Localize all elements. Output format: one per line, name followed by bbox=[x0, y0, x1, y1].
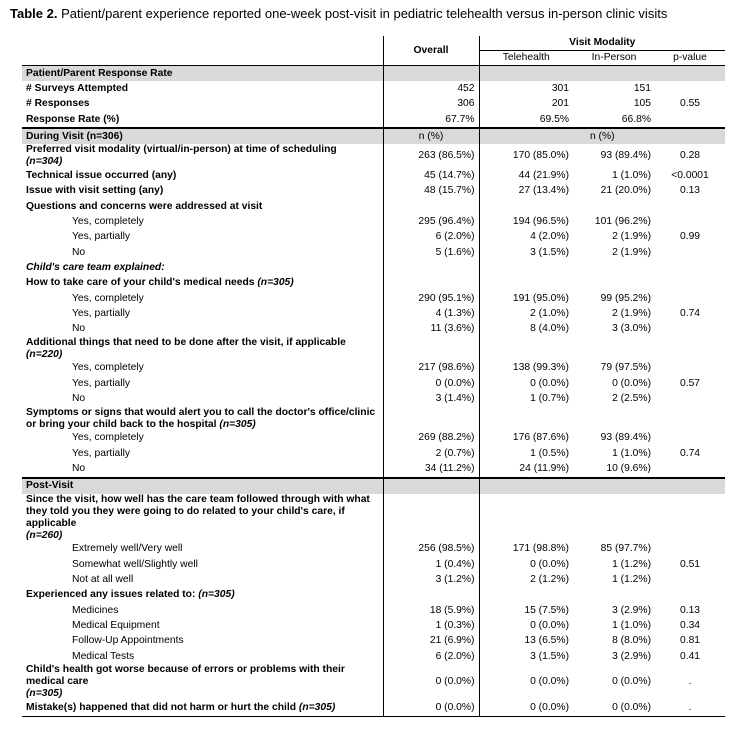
row-label-cell bbox=[22, 700, 383, 716]
row-label-cell bbox=[22, 291, 383, 306]
in-person-value: 2 (1.9%) bbox=[612, 246, 651, 258]
telehealth-value: 3 (1.5%) bbox=[479, 649, 573, 664]
section-modality-unit bbox=[479, 478, 725, 494]
overall-value: 3 (1.2%) bbox=[383, 572, 479, 587]
telehealth-value: 2 (1.2%) bbox=[479, 572, 573, 587]
row-label: Technical issue occurred (any) bbox=[26, 170, 177, 182]
overall-value bbox=[383, 337, 479, 361]
row-label: Yes, completely bbox=[72, 362, 144, 374]
row-label-cell bbox=[22, 97, 383, 112]
section-overall-unit bbox=[383, 66, 479, 82]
p-value bbox=[655, 276, 725, 291]
table-row bbox=[22, 361, 725, 376]
row-label: Extremely well/Very well bbox=[72, 543, 183, 555]
telehealth-value: 170 (85.0%) bbox=[479, 144, 573, 168]
telehealth-value: 171 (98.8%) bbox=[479, 542, 573, 557]
row-label: No bbox=[72, 246, 86, 258]
row-label: Yes, partially bbox=[72, 447, 131, 459]
in-person-value: 0 (0.0%) bbox=[573, 700, 655, 716]
overall-value: 0 (0.0%) bbox=[383, 664, 479, 700]
row-label: No bbox=[72, 323, 86, 335]
telehealth-value bbox=[479, 337, 573, 361]
table-row bbox=[22, 542, 725, 557]
table-row bbox=[22, 260, 725, 275]
telehealth-value: 0 (0.0%) bbox=[479, 664, 573, 700]
table-row bbox=[22, 664, 725, 700]
telehealth-value: 27 (13.4%) bbox=[479, 184, 573, 199]
row-label: Yes, partially bbox=[72, 307, 131, 319]
telehealth-value: 0 (0.0%) bbox=[479, 376, 573, 391]
section-overall-unit: n (%) bbox=[383, 128, 479, 144]
overall-value: 6 (2.0%) bbox=[383, 649, 479, 664]
in-person-value: 1 (1.0%) bbox=[612, 170, 651, 182]
overall-value: 0 (0.0%) bbox=[383, 700, 479, 716]
row-label-cell bbox=[22, 603, 383, 618]
p-value bbox=[655, 291, 725, 306]
row-label: Yes, partially bbox=[72, 231, 131, 243]
row-label: No bbox=[72, 392, 86, 404]
in-person-value: 2 (2.5%) bbox=[612, 392, 651, 404]
row-label: Child's care team explained: bbox=[26, 261, 165, 273]
table-row bbox=[22, 649, 725, 664]
overall-value: 45 (14.7%) bbox=[383, 168, 479, 183]
p-value: 0.81 bbox=[679, 635, 701, 647]
in-person-value: 21 (20.0%) bbox=[600, 185, 651, 197]
row-label-cell bbox=[22, 230, 383, 245]
row-label-cell bbox=[22, 461, 383, 477]
in-person-value bbox=[573, 276, 655, 291]
table-row bbox=[22, 588, 725, 603]
row-label-cell bbox=[22, 391, 383, 406]
table-row bbox=[22, 214, 725, 229]
header-row-2 bbox=[22, 51, 725, 66]
table-row bbox=[22, 144, 725, 168]
overall-value bbox=[383, 276, 479, 291]
telehealth-value: 2 (1.0%) bbox=[479, 306, 573, 321]
overall-value: 67.7% bbox=[383, 112, 479, 128]
overall-value: 5 (1.6%) bbox=[383, 245, 479, 260]
table-row bbox=[22, 112, 725, 128]
table-row bbox=[22, 306, 725, 321]
in-person-value: 3 (2.9%) bbox=[612, 650, 651, 662]
row-label-cell bbox=[22, 542, 383, 557]
p-value bbox=[655, 588, 725, 603]
overall-value: 34 (11.2%) bbox=[383, 461, 479, 477]
in-person-value bbox=[573, 407, 655, 431]
row-label-cell bbox=[22, 618, 383, 633]
header-p-value: p-value bbox=[673, 52, 707, 63]
row-label: Medicines bbox=[72, 604, 119, 616]
overall-value: 269 (88.2%) bbox=[383, 431, 479, 446]
row-label-cell bbox=[22, 431, 383, 446]
in-person-value: 8 (8.0%) bbox=[612, 635, 651, 647]
row-note: (n=305) bbox=[198, 589, 235, 601]
row-label-cell bbox=[22, 306, 383, 321]
row-label: Questions and concerns were addressed at visit bbox=[26, 200, 263, 212]
p-value: 0.99 bbox=[679, 231, 701, 243]
row-label-cell bbox=[22, 214, 383, 229]
overall-value bbox=[383, 407, 479, 431]
section-label: During Visit (n=306) bbox=[22, 128, 383, 144]
row-label: Additional things that need to be done after the visit, if applicable bbox=[26, 336, 346, 348]
section-modality-unit: n (%) bbox=[479, 128, 725, 144]
table-row bbox=[22, 461, 725, 477]
telehealth-value: 0 (0.0%) bbox=[479, 618, 573, 633]
row-label: # Responses bbox=[26, 98, 90, 110]
row-label: Child's health got worse because of errors or problems with their medical care bbox=[26, 664, 345, 688]
header-telehealth: Telehealth bbox=[479, 51, 573, 66]
row-label: Medical Equipment bbox=[72, 619, 160, 631]
overall-value: 263 (86.5%) bbox=[383, 144, 479, 168]
overall-value: 306 bbox=[383, 97, 479, 112]
in-person-value: 10 (9.6%) bbox=[606, 462, 651, 474]
p-value bbox=[655, 81, 725, 96]
in-person-value: 93 (89.4%) bbox=[600, 150, 651, 162]
table-row bbox=[22, 700, 725, 716]
row-label: Response Rate (%) bbox=[26, 113, 120, 125]
p-value: . bbox=[688, 676, 692, 688]
table-row bbox=[22, 446, 725, 461]
table-row bbox=[22, 168, 725, 183]
overall-value: 18 (5.9%) bbox=[383, 603, 479, 618]
row-note: (n=305) bbox=[26, 688, 63, 700]
table-body bbox=[22, 36, 725, 716]
in-person-value: 0 (0.0%) bbox=[612, 377, 651, 389]
in-person-value: 2 (1.9%) bbox=[612, 231, 651, 243]
row-label-cell bbox=[22, 276, 383, 291]
p-value bbox=[655, 321, 725, 336]
in-person-value: 3 (3.0%) bbox=[612, 323, 651, 335]
overall-value: 1 (0.4%) bbox=[383, 557, 479, 572]
overall-value: 0 (0.0%) bbox=[383, 376, 479, 391]
row-label: Yes, completely bbox=[72, 292, 144, 304]
in-person-value: 101 (96.2%) bbox=[594, 216, 651, 228]
row-label: Issue with visit setting (any) bbox=[26, 185, 164, 197]
row-label-cell bbox=[22, 407, 383, 431]
in-person-value: 2 (1.9%) bbox=[612, 307, 651, 319]
p-value: . bbox=[655, 700, 725, 716]
row-label-cell bbox=[22, 649, 383, 664]
row-label: Yes, completely bbox=[72, 216, 144, 228]
row-label: Yes, partially bbox=[72, 377, 131, 389]
row-label-cell bbox=[22, 168, 383, 183]
row-note: (n=304) bbox=[26, 156, 63, 168]
telehealth-value: 4 (2.0%) bbox=[479, 230, 573, 245]
telehealth-value: 194 (96.5%) bbox=[479, 214, 573, 229]
p-value: 0.57 bbox=[679, 377, 701, 389]
p-value bbox=[655, 407, 725, 431]
telehealth-value: 176 (87.6%) bbox=[479, 431, 573, 446]
telehealth-value: 13 (6.5%) bbox=[479, 634, 573, 649]
overall-value: 4 (1.3%) bbox=[383, 306, 479, 321]
telehealth-value: 69.5% bbox=[479, 112, 573, 128]
p-value bbox=[655, 494, 725, 542]
header-blank bbox=[22, 36, 383, 51]
row-label: Not at all well bbox=[72, 574, 134, 586]
section-overall-unit bbox=[383, 478, 479, 494]
row-label: How to take care of your child's medical needs bbox=[26, 277, 255, 289]
overall-value: 295 (96.4%) bbox=[383, 214, 479, 229]
telehealth-value: 191 (95.0%) bbox=[479, 291, 573, 306]
row-label: Symptoms or signs that would alert you to call the doctor's office/clinic or bring your child back to the hospital bbox=[26, 406, 376, 430]
in-person-value bbox=[573, 260, 655, 275]
in-person-value: 99 (95.2%) bbox=[600, 292, 651, 304]
telehealth-value bbox=[479, 407, 573, 431]
header-in-person: In-Person bbox=[591, 52, 637, 63]
table-row bbox=[22, 184, 725, 199]
row-label-cell bbox=[22, 260, 383, 275]
p-value: 0.74 bbox=[679, 307, 701, 319]
table-row bbox=[22, 618, 725, 633]
table-row bbox=[22, 391, 725, 406]
row-label-cell bbox=[22, 634, 383, 649]
section-modality-unit bbox=[479, 66, 725, 82]
in-person-value: 151 bbox=[633, 82, 651, 94]
overall-value: 3 (1.4%) bbox=[383, 391, 479, 406]
table-row bbox=[22, 494, 725, 542]
p-value: 0.51 bbox=[679, 558, 701, 570]
table-row bbox=[22, 199, 725, 214]
telehealth-value: 201 bbox=[479, 97, 573, 112]
p-value bbox=[655, 461, 725, 477]
table-row bbox=[22, 321, 725, 336]
in-person-value bbox=[573, 588, 655, 603]
telehealth-value: 3 (1.5%) bbox=[479, 245, 573, 260]
overall-value: 217 (98.6%) bbox=[383, 361, 479, 376]
overall-value bbox=[383, 494, 479, 542]
table-row bbox=[22, 291, 725, 306]
p-value: 0.74 bbox=[679, 447, 701, 459]
in-person-value: 1 (1.0%) bbox=[612, 447, 651, 459]
in-person-value: 1 (1.2%) bbox=[612, 558, 651, 570]
overall-value: 290 (95.1%) bbox=[383, 291, 479, 306]
table-row bbox=[22, 603, 725, 618]
telehealth-value: 1 (0.5%) bbox=[479, 446, 573, 461]
row-label: Since the visit, how well has the care team followed through with what they told you they were going to do related to your child's care, if applicable bbox=[26, 493, 370, 529]
overall-value bbox=[383, 588, 479, 603]
telehealth-value bbox=[479, 276, 573, 291]
row-label: Yes, completely bbox=[72, 432, 144, 444]
row-label-cell bbox=[22, 494, 383, 542]
telehealth-value bbox=[479, 588, 573, 603]
row-note: (n=220) bbox=[26, 348, 63, 360]
overall-value: 6 (2.0%) bbox=[383, 230, 479, 245]
in-person-value: 3 (2.9%) bbox=[612, 604, 651, 616]
row-note: (n=260) bbox=[26, 529, 63, 541]
row-label: No bbox=[72, 462, 86, 474]
row-note: (n=305) bbox=[219, 418, 256, 430]
row-label-cell bbox=[22, 245, 383, 260]
row-label-cell bbox=[22, 321, 383, 336]
row-label-cell bbox=[22, 588, 383, 603]
telehealth-value bbox=[479, 260, 573, 275]
overall-value: 11 (3.6%) bbox=[383, 321, 479, 336]
in-person-value: 1 (1.2%) bbox=[612, 574, 651, 586]
header-overall: Overall bbox=[383, 36, 479, 66]
p-value bbox=[655, 112, 725, 128]
p-value bbox=[655, 542, 725, 557]
table-title bbox=[10, 6, 667, 21]
in-person-value bbox=[573, 337, 655, 361]
p-value bbox=[655, 431, 725, 446]
telehealth-value: 1 (0.7%) bbox=[479, 391, 573, 406]
header-row-1 bbox=[22, 36, 725, 51]
row-label: Somewhat well/Slightly well bbox=[72, 558, 198, 570]
p-value bbox=[655, 572, 725, 587]
overall-value: 452 bbox=[383, 81, 479, 96]
p-value bbox=[655, 391, 725, 406]
row-label-cell bbox=[22, 376, 383, 391]
row-label: # Surveys Attempted bbox=[26, 82, 129, 94]
telehealth-value: 0 (0.0%) bbox=[479, 557, 573, 572]
row-note: (n=305) bbox=[257, 277, 294, 289]
table-row bbox=[22, 407, 725, 431]
p-value: 0.13 bbox=[679, 604, 701, 616]
row-label-cell bbox=[22, 446, 383, 461]
row-label: Preferred visit modality (virtual/in-person) at time of scheduling bbox=[26, 144, 337, 156]
in-person-value: 0 (0.0%) bbox=[612, 676, 651, 688]
table-row bbox=[22, 81, 725, 96]
row-label-cell bbox=[22, 112, 383, 128]
in-person-value: 93 (89.4%) bbox=[600, 432, 651, 444]
telehealth-value bbox=[479, 199, 573, 214]
in-person-value bbox=[573, 199, 655, 214]
p-value: 0.34 bbox=[679, 619, 701, 631]
in-person-value bbox=[573, 494, 655, 542]
table-row bbox=[22, 276, 725, 291]
p-value: 0.28 bbox=[679, 150, 701, 162]
table-row bbox=[22, 634, 725, 649]
header-visit-modality: Visit Modality bbox=[479, 36, 725, 51]
row-label: Medical Tests bbox=[72, 650, 135, 662]
telehealth-value: 301 bbox=[479, 81, 573, 96]
in-person-value: 66.8% bbox=[621, 113, 651, 125]
overall-value: 21 (6.9%) bbox=[383, 634, 479, 649]
section-row bbox=[22, 478, 725, 494]
table-row bbox=[22, 245, 725, 260]
p-value bbox=[655, 260, 725, 275]
telehealth-value: 44 (21.9%) bbox=[479, 168, 573, 183]
row-label-cell bbox=[22, 664, 383, 700]
row-label-cell bbox=[22, 361, 383, 376]
telehealth-value: 138 (99.3%) bbox=[479, 361, 573, 376]
row-label-cell bbox=[22, 337, 383, 361]
p-value: 0.41 bbox=[679, 650, 701, 662]
telehealth-value bbox=[479, 494, 573, 542]
overall-value bbox=[383, 199, 479, 214]
table-number: Table 2. bbox=[10, 6, 58, 21]
row-label-cell bbox=[22, 144, 383, 168]
p-value bbox=[655, 199, 725, 214]
in-person-value: 79 (97.5%) bbox=[600, 362, 651, 374]
section-label: Patient/Parent Response Rate bbox=[22, 66, 383, 82]
in-person-value: 105 bbox=[633, 98, 651, 110]
p-value: 0.13 bbox=[679, 185, 701, 197]
p-value bbox=[655, 337, 725, 361]
row-label-cell bbox=[22, 199, 383, 214]
telehealth-value: 24 (11.9%) bbox=[479, 461, 573, 477]
overall-value: 48 (15.7%) bbox=[383, 184, 479, 199]
in-person-value: 1 (1.0%) bbox=[612, 619, 651, 631]
table-row bbox=[22, 557, 725, 572]
table-row bbox=[22, 572, 725, 587]
table-row bbox=[22, 376, 725, 391]
p-value: 0.55 bbox=[679, 98, 701, 110]
p-value bbox=[655, 245, 725, 260]
results-table bbox=[22, 36, 725, 717]
row-note: (n=305) bbox=[298, 701, 336, 713]
overall-value: 2 (0.7%) bbox=[383, 446, 479, 461]
table-row bbox=[22, 431, 725, 446]
table-caption: Patient/parent experience reported one-week post-visit in pediatric telehealth versus in-person clinic visits bbox=[57, 6, 668, 21]
section-label: Post-Visit bbox=[22, 478, 383, 494]
overall-value: 256 (98.5%) bbox=[383, 542, 479, 557]
section-row bbox=[22, 66, 725, 82]
table-row bbox=[22, 337, 725, 361]
p-value bbox=[655, 361, 725, 376]
row-label-cell bbox=[22, 572, 383, 587]
row-label: Mistake(s) happened that did not harm or hurt the child bbox=[26, 701, 297, 713]
overall-value bbox=[383, 260, 479, 275]
section-row bbox=[22, 128, 725, 144]
row-label-cell bbox=[22, 184, 383, 199]
telehealth-value: 0 (0.0%) bbox=[479, 700, 573, 716]
p-value bbox=[655, 214, 725, 229]
row-label-cell bbox=[22, 557, 383, 572]
overall-value: 1 (0.3%) bbox=[383, 618, 479, 633]
telehealth-value: 8 (4.0%) bbox=[479, 321, 573, 336]
in-person-value: 85 (97.7%) bbox=[600, 543, 651, 555]
p-value: <0.0001 bbox=[671, 170, 709, 182]
table-row bbox=[22, 230, 725, 245]
row-label: Experienced any issues related to: bbox=[26, 589, 196, 601]
header-blank-2 bbox=[22, 51, 383, 66]
row-label-cell bbox=[22, 81, 383, 96]
row-label: Follow-Up Appointments bbox=[72, 635, 184, 647]
telehealth-value: 15 (7.5%) bbox=[479, 603, 573, 618]
table-row bbox=[22, 97, 725, 112]
